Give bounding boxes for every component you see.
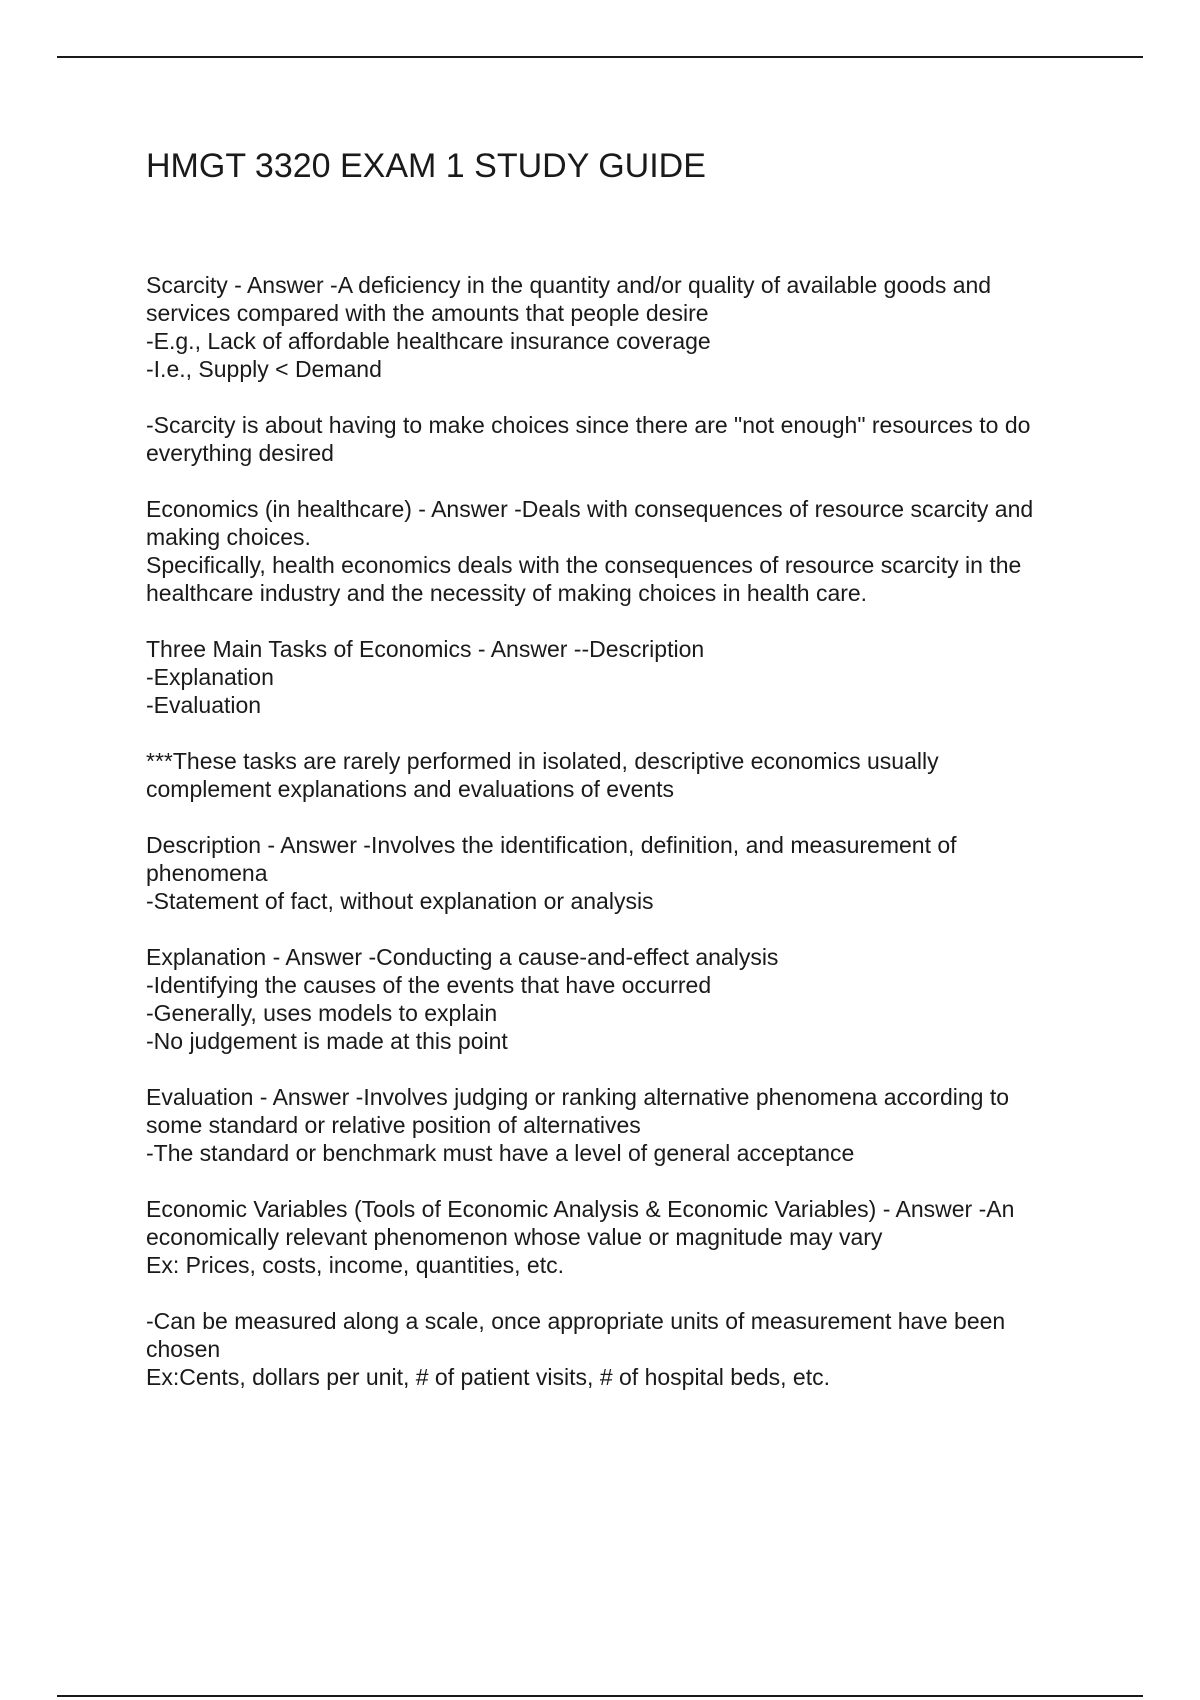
text-line: some standard or relative position of alternatives (146, 1112, 641, 1138)
text-line: -E.g., Lack of affordable healthcare insurance coverage (146, 328, 711, 354)
qa-paragraph (146, 747, 1096, 803)
text-line: Explanation - Answer -Conducting a cause-and-effect analysis (146, 944, 779, 970)
qa-paragraph (146, 271, 1096, 383)
text-line: everything desired (146, 440, 334, 466)
top-rule (57, 56, 1143, 58)
text-line: -No judgement is made at this point (146, 1028, 508, 1054)
text-line: healthcare industry and the necessity of making choices in health care. (146, 580, 868, 606)
bottom-rule (57, 1695, 1143, 1697)
qa-paragraph (146, 411, 1096, 467)
qa-paragraph (146, 1307, 1096, 1391)
text-line: Three Main Tasks of Economics - Answer --Description (146, 636, 705, 662)
text-line: phenomena (146, 860, 268, 886)
qa-paragraph (146, 1083, 1096, 1167)
text-line: chosen (146, 1336, 221, 1362)
text-line: Description - Answer -Involves the identification, definition, and measurement of (146, 832, 957, 858)
document-title: HMGT 3320 EXAM 1 STUDY GUIDE (146, 147, 706, 185)
qa-paragraph (146, 495, 1096, 607)
text-line: services compared with the amounts that people desire (146, 300, 709, 326)
text-line: -Can be measured along a scale, once appropriate units of measurement have been (146, 1308, 1006, 1334)
text-line: -Generally, uses models to explain (146, 1000, 498, 1026)
text-line: -The standard or benchmark must have a level of general acceptance (146, 1140, 855, 1166)
text-line: -Identifying the causes of the events that have occurred (146, 972, 712, 998)
text-line: Scarcity - Answer -A deficiency in the quantity and/or quality of available goods and (146, 272, 992, 298)
text-line: ***These tasks are rarely performed in isolated, descriptive economics usually (146, 748, 939, 774)
text-line: complement explanations and evaluations of events (146, 776, 675, 802)
text-line: Evaluation - Answer -Involves judging or ranking alternative phenomena according to (146, 1084, 1010, 1110)
text-line: economically relevant phenomenon whose value or magnitude may vary (146, 1224, 883, 1250)
text-line: -Scarcity is about having to make choices since there are "not enough" resources to do (146, 412, 1031, 438)
text-line: making choices. (146, 524, 311, 550)
qa-paragraph (146, 1195, 1096, 1279)
text-line: Ex: Prices, costs, income, quantities, etc. (146, 1252, 564, 1278)
text-line: Ex:Cents, dollars per unit, # of patient visits, # of hospital beds, etc. (146, 1364, 830, 1390)
text-line: Economics (in healthcare) - Answer -Deals with consequences of resource scarcity and (146, 496, 1034, 522)
text-line: Specifically, health economics deals with the consequences of resource scarcity in the (146, 552, 1022, 578)
text-line: Economic Variables (Tools of Economic Analysis & Economic Variables) - Answer -An (146, 1196, 1015, 1222)
qa-paragraph (146, 943, 1096, 1055)
text-line: -I.e., Supply < Demand (146, 356, 382, 382)
document-body (146, 271, 1096, 1419)
qa-paragraph (146, 831, 1096, 915)
text-line: -Evaluation (146, 692, 262, 718)
text-line: -Statement of fact, without explanation or analysis (146, 888, 654, 914)
text-line: -Explanation (146, 664, 274, 690)
qa-paragraph (146, 635, 1096, 719)
